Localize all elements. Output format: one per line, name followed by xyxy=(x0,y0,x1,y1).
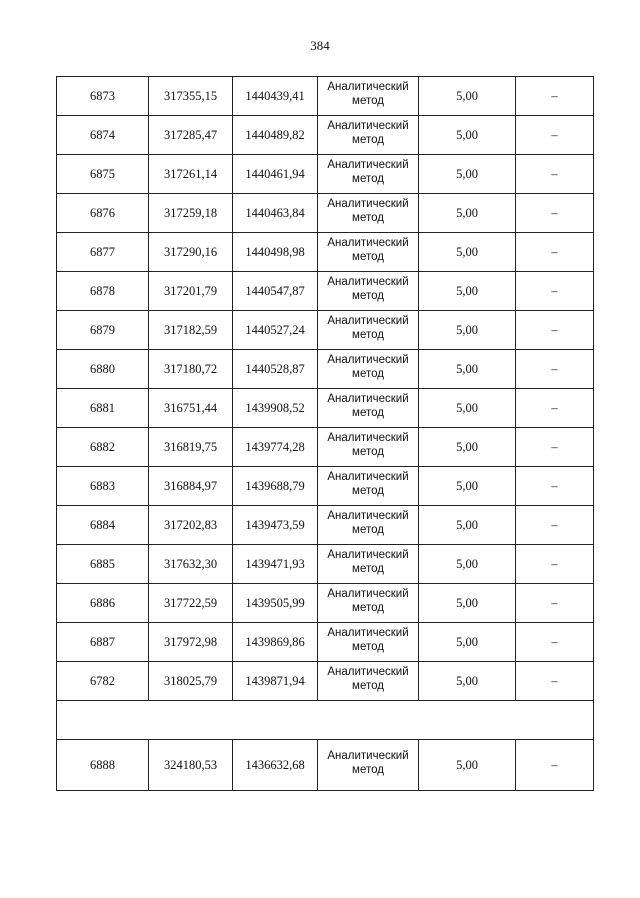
point-id-cell: 6876 xyxy=(57,194,149,233)
method-text: Аналитический метод xyxy=(327,432,409,458)
x-coordinate-cell: 317972,98 xyxy=(149,623,233,662)
method-cell xyxy=(318,584,419,623)
point-id-cell: 6879 xyxy=(57,311,149,350)
accuracy-cell: 5,00 xyxy=(419,272,516,311)
x-coordinate-cell: 317290,16 xyxy=(149,233,233,272)
y-coordinate-cell: 1439908,52 xyxy=(233,389,318,428)
point-id-cell: 6885 xyxy=(57,545,149,584)
method-cell xyxy=(318,506,419,545)
method-text: Аналитический метод xyxy=(327,627,409,653)
table-row xyxy=(57,233,594,272)
page-number: 384 xyxy=(310,38,330,53)
note-cell: – xyxy=(516,467,594,506)
x-coordinate-cell: 317201,79 xyxy=(149,272,233,311)
note-cell: – xyxy=(516,116,594,155)
point-id-cell: 6874 xyxy=(57,116,149,155)
accuracy-cell: 5,00 xyxy=(419,584,516,623)
x-coordinate-cell: 317202,83 xyxy=(149,506,233,545)
x-coordinate-cell: 317261,14 xyxy=(149,155,233,194)
accuracy-cell: 5,00 xyxy=(419,155,516,194)
table-row xyxy=(57,389,594,428)
table-row xyxy=(57,77,594,116)
table-row xyxy=(57,740,594,791)
note-cell: – xyxy=(516,740,594,791)
accuracy-cell: 5,00 xyxy=(419,623,516,662)
y-coordinate-cell: 1440461,94 xyxy=(233,155,318,194)
table-row xyxy=(57,350,594,389)
x-coordinate-cell: 318025,79 xyxy=(149,662,233,701)
x-coordinate-cell: 317722,59 xyxy=(149,584,233,623)
x-coordinate-cell: 324180,53 xyxy=(149,740,233,791)
table-row xyxy=(57,311,594,350)
method-text: Аналитический метод xyxy=(327,666,409,692)
note-cell: – xyxy=(516,311,594,350)
method-text: Аналитический метод xyxy=(327,81,409,107)
y-coordinate-cell: 1439505,99 xyxy=(233,584,318,623)
accuracy-cell: 5,00 xyxy=(419,740,516,791)
method-cell xyxy=(318,623,419,662)
note-cell: – xyxy=(516,77,594,116)
method-cell xyxy=(318,116,419,155)
table-row xyxy=(57,623,594,662)
point-id-cell: 6886 xyxy=(57,584,149,623)
y-coordinate-cell: 1439869,86 xyxy=(233,623,318,662)
note-cell: – xyxy=(516,389,594,428)
accuracy-cell: 5,00 xyxy=(419,233,516,272)
x-coordinate-cell: 317180,72 xyxy=(149,350,233,389)
accuracy-cell: 5,00 xyxy=(419,467,516,506)
method-cell xyxy=(318,155,419,194)
y-coordinate-cell: 1440528,87 xyxy=(233,350,318,389)
note-cell: – xyxy=(516,584,594,623)
point-id-cell: 6782 xyxy=(57,662,149,701)
accuracy-cell: 5,00 xyxy=(419,311,516,350)
method-text: Аналитический метод xyxy=(327,120,409,146)
y-coordinate-cell: 1440527,24 xyxy=(233,311,318,350)
table-row xyxy=(57,506,594,545)
accuracy-cell: 5,00 xyxy=(419,116,516,155)
method-cell xyxy=(318,467,419,506)
y-coordinate-cell: 1439471,93 xyxy=(233,545,318,584)
y-coordinate-cell: 1440463,84 xyxy=(233,194,318,233)
table-row xyxy=(57,116,594,155)
note-cell: – xyxy=(516,272,594,311)
y-coordinate-cell: 1439473,59 xyxy=(233,506,318,545)
point-id-cell: 6873 xyxy=(57,77,149,116)
y-coordinate-cell: 1439774,28 xyxy=(233,428,318,467)
y-coordinate-cell: 1440489,82 xyxy=(233,116,318,155)
empty-separator-row xyxy=(57,701,594,740)
method-text: Аналитический метод xyxy=(327,510,409,536)
method-cell xyxy=(318,662,419,701)
method-text: Аналитический метод xyxy=(327,159,409,185)
y-coordinate-cell: 1439871,94 xyxy=(233,662,318,701)
x-coordinate-cell: 317632,30 xyxy=(149,545,233,584)
accuracy-cell: 5,00 xyxy=(419,662,516,701)
point-id-cell: 6878 xyxy=(57,272,149,311)
method-text: Аналитический метод xyxy=(327,237,409,263)
accuracy-cell: 5,00 xyxy=(419,545,516,584)
method-text: Аналитический метод xyxy=(327,471,409,497)
method-cell xyxy=(318,77,419,116)
point-id-cell: 6882 xyxy=(57,428,149,467)
x-coordinate-cell: 317259,18 xyxy=(149,194,233,233)
method-cell xyxy=(318,311,419,350)
point-id-cell: 6884 xyxy=(57,506,149,545)
y-coordinate-cell: 1440547,87 xyxy=(233,272,318,311)
method-cell xyxy=(318,545,419,584)
method-cell xyxy=(318,272,419,311)
note-cell: – xyxy=(516,428,594,467)
note-cell: – xyxy=(516,155,594,194)
method-text: Аналитический метод xyxy=(327,750,409,776)
x-coordinate-cell: 316819,75 xyxy=(149,428,233,467)
x-coordinate-cell: 317285,47 xyxy=(149,116,233,155)
table-row xyxy=(57,155,594,194)
method-text: Аналитический метод xyxy=(327,549,409,575)
method-text: Аналитический метод xyxy=(327,588,409,614)
x-coordinate-cell: 317182,59 xyxy=(149,311,233,350)
point-id-cell: 6875 xyxy=(57,155,149,194)
x-coordinate-cell: 316884,97 xyxy=(149,467,233,506)
note-cell: – xyxy=(516,194,594,233)
accuracy-cell: 5,00 xyxy=(419,350,516,389)
accuracy-cell: 5,00 xyxy=(419,428,516,467)
table-row xyxy=(57,194,594,233)
method-cell xyxy=(318,740,419,791)
y-coordinate-cell: 1440439,41 xyxy=(233,77,318,116)
method-text: Аналитический метод xyxy=(327,393,409,419)
point-id-cell: 6888 xyxy=(57,740,149,791)
method-text: Аналитический метод xyxy=(327,354,409,380)
table-row xyxy=(57,662,594,701)
table-row xyxy=(57,545,594,584)
x-coordinate-cell: 317355,15 xyxy=(149,77,233,116)
method-text: Аналитический метод xyxy=(327,276,409,302)
y-coordinate-cell: 1439688,79 xyxy=(233,467,318,506)
note-cell: – xyxy=(516,506,594,545)
accuracy-cell: 5,00 xyxy=(419,194,516,233)
x-coordinate-cell: 316751,44 xyxy=(149,389,233,428)
note-cell: – xyxy=(516,233,594,272)
method-cell xyxy=(318,389,419,428)
note-cell: – xyxy=(516,623,594,662)
table-row xyxy=(57,584,594,623)
point-id-cell: 6883 xyxy=(57,467,149,506)
accuracy-cell: 5,00 xyxy=(419,506,516,545)
y-coordinate-cell: 1440498,98 xyxy=(233,233,318,272)
method-text: Аналитический метод xyxy=(327,315,409,341)
table-row xyxy=(57,428,594,467)
accuracy-cell: 5,00 xyxy=(419,389,516,428)
note-cell: – xyxy=(516,350,594,389)
method-cell xyxy=(318,350,419,389)
point-id-cell: 6887 xyxy=(57,623,149,662)
method-cell xyxy=(318,194,419,233)
method-cell xyxy=(318,428,419,467)
y-coordinate-cell: 1436632,68 xyxy=(233,740,318,791)
coordinates-table xyxy=(56,76,594,791)
table-row xyxy=(57,467,594,506)
method-cell xyxy=(318,233,419,272)
note-cell: – xyxy=(516,545,594,584)
note-cell: – xyxy=(516,662,594,701)
accuracy-cell: 5,00 xyxy=(419,77,516,116)
method-text: Аналитический метод xyxy=(327,198,409,224)
table-row xyxy=(57,272,594,311)
point-id-cell: 6880 xyxy=(57,350,149,389)
point-id-cell: 6881 xyxy=(57,389,149,428)
point-id-cell: 6877 xyxy=(57,233,149,272)
empty-cell xyxy=(57,701,594,740)
